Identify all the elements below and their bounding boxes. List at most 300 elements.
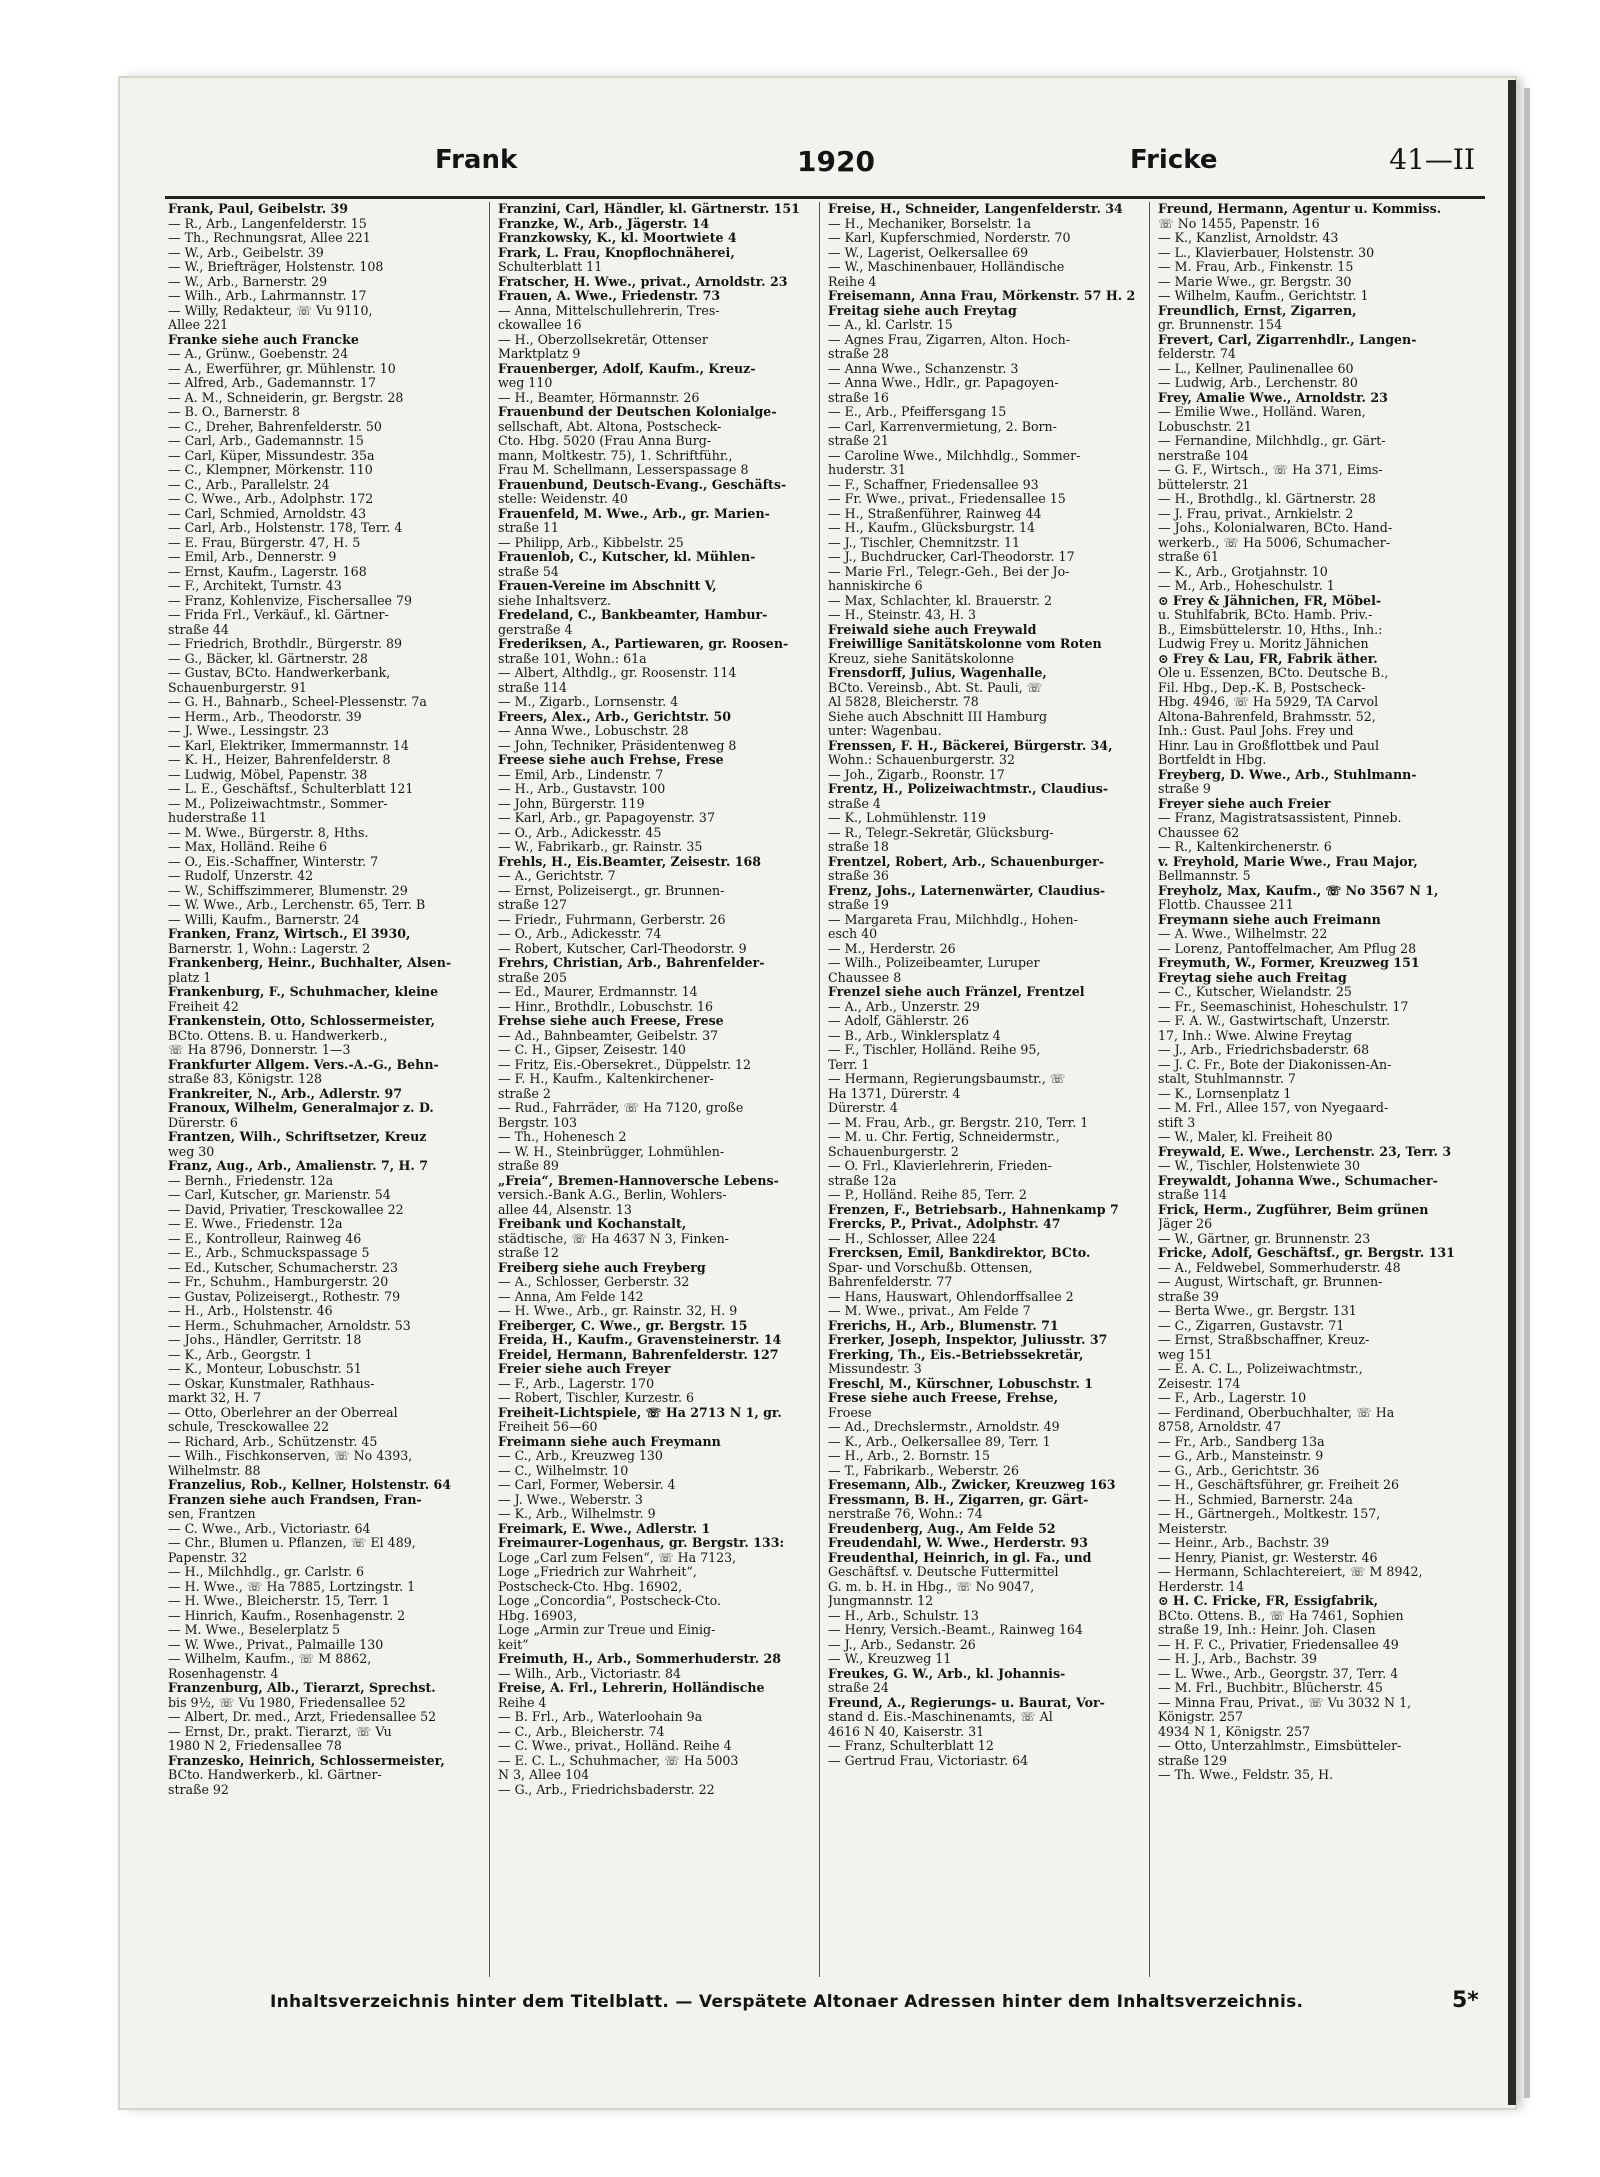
directory-entry-line: — Henry, Versich.-Beamt., Rainweg 164 bbox=[828, 1623, 1083, 1637]
directory-entry-line: schule, Tresckowallee 22 bbox=[168, 1420, 330, 1434]
directory-entry-line: Schulterblatt 11 bbox=[498, 260, 603, 274]
directory-entry-line: — K., Arb., Georgstr. 1 bbox=[168, 1347, 313, 1362]
directory-entry-line: Freschl, M., Kürschner, Lobuschstr. 1 bbox=[828, 1376, 1094, 1391]
directory-entry-line: — F., Tischler, Holländ. Reihe 95, bbox=[828, 1043, 1041, 1057]
directory-entry-line: Öle u. Essenzen, BCto. Deutsche B., bbox=[1158, 666, 1389, 680]
directory-entry-line: straße 2 bbox=[498, 1086, 551, 1101]
directory-entry-line: — A., kl. Carlstr. 15 bbox=[828, 318, 953, 332]
directory-entry-line: — Philipp, Arb., Kibbelstr. 25 bbox=[498, 535, 684, 550]
header-right-keyword: Fricke bbox=[1130, 145, 1218, 175]
directory-entry-line: Frau M. Schellmann, Lesserspassage 8 bbox=[498, 463, 749, 477]
directory-entry-line: Schauenburgerstr. 91 bbox=[168, 680, 307, 695]
directory-entry-line: — K., Lohmühlenstr. 119 bbox=[828, 811, 987, 825]
directory-entry-line: Freund, A., Regierungs- u. Baurat, Vor- bbox=[828, 1695, 1105, 1710]
directory-entry-line: — A., Schlosser, Gerberstr. 32 bbox=[498, 1275, 690, 1289]
directory-entry-line: — M. Frl., Buchbitr., Blücherstr. 45 bbox=[1158, 1681, 1383, 1695]
directory-entry-line: — M., Herderstr. 26 bbox=[828, 941, 956, 956]
directory-entry-line: — W., Arb., Barnerstr. 29 bbox=[168, 274, 328, 289]
directory-entry-line: Freywaldt, Johanna Wwe., Schumacher- bbox=[1158, 1173, 1438, 1188]
directory-entry-line: Freidel, Hermann, Bahrenfelderstr. 127 bbox=[498, 1347, 779, 1362]
directory-entry-line: — Wilh., Arb., Victoriastr. 84 bbox=[498, 1666, 682, 1681]
directory-entry-line: Freiberg siehe auch Freyberg bbox=[498, 1260, 706, 1275]
directory-entry-line: — Agnes Frau, Zigarren, Alton. Hoch- bbox=[828, 332, 1070, 347]
directory-entry-line: — P., Holländ. Reihe 85, Terr. 2 bbox=[828, 1188, 1027, 1202]
directory-entry-line: — H., Arb., 2. Bornstr. 15 bbox=[828, 1449, 990, 1463]
directory-entry-line: — W. H., Steinbrügger, Lohmühlen- bbox=[498, 1144, 725, 1159]
directory-entry-line: 8758, Arnoldstr. 47 bbox=[1158, 1420, 1282, 1434]
directory-entry-line: Freiwald siehe auch Freywald bbox=[828, 622, 1037, 637]
directory-entry-line: — A., Grünw., Goebenstr. 24 bbox=[168, 347, 349, 361]
directory-entry-line: — Ad., Bahnbeamter, Geibelstr. 37 bbox=[498, 1028, 719, 1043]
directory-entry-line: Flottb. Chaussee 211 bbox=[1158, 898, 1294, 912]
directory-entry-line: — Hinr., Brothdlr., Lobuschstr. 16 bbox=[498, 999, 714, 1014]
directory-entry-line: — Robert, Tischler, Kurzestr. 6 bbox=[498, 1391, 694, 1405]
directory-entry-line: straße 101, Wohn.: 61a bbox=[498, 651, 647, 666]
directory-entry-line: Freimuth, H., Arb., Sommerhuderstr. 28 bbox=[498, 1652, 782, 1666]
directory-entry-line: Freida, H., Kaufm., Gravensteinerstr. 14 bbox=[498, 1333, 782, 1347]
directory-entry-line: ckowallee 16 bbox=[498, 318, 582, 332]
directory-entry-line: — Henry, Pianist, gr. Westerstr. 46 bbox=[1158, 1550, 1378, 1565]
directory-entry-line: — Carl, Arb., Gademannstr. 15 bbox=[168, 434, 364, 448]
directory-entry-line: — J., Buchdrucker, Carl-Theodorstr. 17 bbox=[828, 550, 1075, 564]
directory-entry-line: Frankenstein, Otto, Schlossermeister, bbox=[168, 1014, 436, 1028]
directory-entry-line: Freimark, E. Wwe., Adlerstr. 1 bbox=[498, 1521, 711, 1536]
footer-page-number: 5* bbox=[1452, 1988, 1479, 2013]
directory-entry-line: Jungmannstr. 12 bbox=[828, 1594, 934, 1608]
directory-entry-line: Freese siehe auch Frehse, Frese bbox=[498, 753, 724, 767]
directory-entry-line: — Berta Wwe., gr. Bergstr. 131 bbox=[1158, 1304, 1357, 1318]
directory-entry-line: — O. Frl., Klavierlehrerin, Frieden- bbox=[828, 1159, 1052, 1173]
directory-entry-line: — Ernst, Dr., prakt. Tierarzt, ☏ Vu bbox=[168, 1724, 392, 1739]
header-left-keyword: Frank bbox=[435, 145, 518, 175]
directory-entry-line: Siehe auch Abschnitt III Hamburg bbox=[828, 709, 1048, 724]
directory-entry-line: Al 5828, Bleicherstr. 78 bbox=[828, 695, 979, 709]
directory-entry-line: — E., Kontrolleur, Rainweg 46 bbox=[168, 1231, 362, 1246]
directory-entry-line: — R., Arb., Langenfelderstr. 15 bbox=[168, 216, 367, 231]
directory-entry-line: Franzelius, Rob., Kellner, Holstenstr. 64 bbox=[168, 1478, 451, 1492]
directory-entry-line: — Lorenz, Pantoffelmacher, Am Pflug 28 bbox=[1158, 941, 1417, 956]
directory-entry-line: hanniskirche 6 bbox=[828, 579, 923, 593]
directory-entry-line: — Frida Frl., Verkäuf., kl. Gärtner- bbox=[168, 608, 389, 622]
directory-entry-line: — G. F., Wirtsch., ☏ Ha 371, Eims- bbox=[1158, 463, 1383, 477]
directory-entry-line: Ludwig Frey u. Moritz Jähnichen bbox=[1158, 637, 1369, 651]
directory-entry-line: BCto. Ottens. B. u. Handwerkerb., bbox=[168, 1028, 388, 1043]
directory-entry-line: — W., Kreuzweg 11 bbox=[828, 1652, 952, 1666]
directory-entry-line: — K., Kanzlist, Arnoldstr. 43 bbox=[1158, 231, 1339, 245]
directory-entry-line: Frauenlob, C., Kutscher, kl. Mühlen- bbox=[498, 550, 756, 564]
directory-entry-line: städtische, ☏ Ha 4637 N 3, Finken- bbox=[498, 1231, 729, 1246]
directory-entry-line: — Willi, Kaufm., Barnerstr. 24 bbox=[168, 912, 360, 927]
directory-entry-line: straße 114 bbox=[1158, 1188, 1227, 1202]
directory-entry-line: Frauen-Vereine im Abschnitt V, bbox=[498, 579, 717, 593]
directory-entry-line: — A., Feldwebel, Sommerhuderstr. 48 bbox=[1158, 1260, 1401, 1275]
directory-entry-line: Hbg. 4946, ☏ Ha 5929, TA Carvol bbox=[1158, 695, 1379, 709]
directory-entry-line: Bergstr. 103 bbox=[498, 1115, 577, 1130]
directory-entry-line: — W., Briefträger, Holstenstr. 108 bbox=[168, 260, 384, 274]
directory-entry-line: — Gustav, BCto. Handwerkerbank, bbox=[168, 666, 391, 680]
directory-entry-line: Freiheit 56—60 bbox=[498, 1420, 598, 1434]
directory-entry-line: — A. Wwe., Wilhelmstr. 22 bbox=[1158, 927, 1328, 941]
directory-entry-line: — M. Wwe., privat., Am Felde 7 bbox=[828, 1304, 1031, 1318]
directory-columns bbox=[168, 202, 1486, 2082]
directory-entry-line: — David, Privatier, Tresckowallee 22 bbox=[168, 1202, 404, 1217]
directory-entry-line: Frese siehe auch Freese, Frehse, bbox=[828, 1391, 1059, 1405]
directory-entry-line: — Friedr., Fuhrmann, Gerberstr. 26 bbox=[498, 912, 726, 927]
directory-entry-line: Wilhelmstr. 88 bbox=[168, 1463, 261, 1478]
directory-entry-line: — Rud., Fahrräder, ☏ Ha 7120, große bbox=[498, 1101, 744, 1115]
directory-entry-line: Freytag siehe auch Freitag bbox=[1158, 970, 1347, 985]
directory-entry-line: — Ludwig, Arb., Lerchenstr. 80 bbox=[1158, 376, 1358, 390]
directory-entry-line: — H., Oberzollsekretär, Ottenser bbox=[498, 332, 708, 347]
directory-entry-line: — W. Wwe., Arb., Lerchenstr. 65, Terr. B bbox=[168, 898, 426, 912]
directory-entry-line: Franzini, Carl, Händler, kl. Gärtnerstr. 151 bbox=[498, 202, 800, 216]
directory-entry-line: — C., Arb., Bleicherstr. 74 bbox=[498, 1724, 665, 1739]
directory-entry-line: — H., Brothdlg., kl. Gärtnerstr. 28 bbox=[1158, 492, 1376, 506]
directory-entry-line: — Johs., Kolonialwaren, BCto. Hand- bbox=[1158, 521, 1393, 535]
directory-entry-line: straße 61 bbox=[1158, 550, 1219, 564]
directory-entry-line: Franz, Aug., Arb., Amalienstr. 7, H. 7 bbox=[168, 1159, 428, 1173]
directory-entry-line: — Carl, Kutscher, gr. Marienstr. 54 bbox=[168, 1188, 391, 1202]
directory-entry-line: — Emil, Arb., Dennerstr. 9 bbox=[168, 550, 337, 564]
directory-entry-line: — Carl, Schmied, Arnoldstr. 43 bbox=[168, 506, 367, 521]
directory-entry-line: — Otto, Unterzahlmstr., Eimsbütteler- bbox=[1158, 1739, 1402, 1753]
directory-entry-line: Kreuz, siehe Sanitätskolonne bbox=[828, 651, 1015, 666]
directory-entry-line: Meisterstr. bbox=[1158, 1521, 1228, 1536]
directory-entry-line: — Wilh., Fischkonserven, ☏ No 4393, bbox=[168, 1449, 413, 1463]
directory-entry-line: Frederiksen, A., Partiewaren, gr. Roosen- bbox=[498, 637, 789, 651]
directory-entry-line: — Fritz, Eis.-Obersekret., Düppelstr. 12 bbox=[498, 1057, 751, 1072]
directory-entry-line: Freise, A. Frl., Lehrerin, Holländische bbox=[498, 1681, 765, 1695]
directory-entry-line: Freudendahl, W. Wwe., Herderstr. 93 bbox=[828, 1536, 1088, 1550]
directory-entry-line: Fredeland, C., Bankbeamter, Hambur- bbox=[498, 608, 768, 622]
directory-entry-line: — C., Dreher, Bahrenfelderstr. 50 bbox=[168, 419, 382, 434]
directory-entry-line: — Ed., Kutscher, Schumacherstr. 23 bbox=[168, 1260, 399, 1275]
directory-entry-line: — H., Arb., Holstenstr. 46 bbox=[168, 1304, 333, 1318]
directory-entry-line: Franzke, W., Arb., Jägerstr. 14 bbox=[498, 216, 710, 231]
page-edge-shadow bbox=[1508, 80, 1516, 2105]
directory-entry-line: esch 40 bbox=[828, 927, 878, 941]
directory-entry-line: mann, Moltkestr. 75), 1. Schriftführ., bbox=[498, 448, 733, 463]
directory-entry-line: Schauenburgerstr. 2 bbox=[828, 1144, 959, 1159]
directory-entry-line: Frark, L. Frau, Knopflochnäherei, bbox=[498, 245, 735, 260]
directory-entry-line: stift 3 bbox=[1158, 1115, 1196, 1130]
directory-entry-line: — E., Arb., Schmuckspassage 5 bbox=[168, 1246, 370, 1260]
directory-entry-line: stalt, Stuhlmannstr. 7 bbox=[1158, 1072, 1296, 1086]
directory-entry-line: — H., Kaufm., Glücksburgstr. 14 bbox=[828, 521, 1036, 535]
directory-entry-line: — Gustav, Polizeisergt., Rothestr. 79 bbox=[168, 1289, 401, 1304]
directory-entry-line: — John, Bürgerstr. 119 bbox=[498, 796, 645, 811]
directory-entry-line: Frank, Paul, Geibelstr. 39 bbox=[168, 202, 349, 216]
directory-entry-line: stand d. Eis.-Maschinenamts, ☏ Al bbox=[828, 1710, 1053, 1724]
directory-entry-line: — H., Schmied, Barnerstr. 24a bbox=[1158, 1492, 1353, 1507]
directory-entry-line: — Marie Wwe., gr. Bergstr. 30 bbox=[1158, 274, 1352, 289]
directory-entry-line: Freyholz, Max, Kaufm., ☏ No 3567 N 1, bbox=[1158, 883, 1439, 898]
header-page-number: 41—II bbox=[1389, 143, 1475, 176]
directory-entry-line: ⊙ Frey & Jähnichen, FR, Möbel- bbox=[1158, 593, 1382, 608]
directory-entry-line: Frauenberger, Adolf, Kaufm., Kreuz- bbox=[498, 361, 756, 376]
directory-entry-line: Frentz, H., Polizeiwachtmstr., Claudius- bbox=[828, 782, 1109, 796]
directory-entry-line: 4934 N 1, Königstr. 257 bbox=[1158, 1724, 1311, 1739]
directory-entry-line: Freudenberg, Aug., Am Felde 52 bbox=[828, 1521, 1056, 1536]
directory-entry-line: straße 21 bbox=[828, 434, 889, 448]
directory-entry-line: Frankenberg, Heinr., Buchhalter, Alsen- bbox=[168, 956, 452, 970]
directory-entry-line: — Anna, Mittelschullehrerin, Tres- bbox=[498, 303, 720, 318]
directory-entry-line: straße 89 bbox=[498, 1159, 559, 1173]
directory-entry-line: — Wilhelm, Kaufm., Gerichtstr. 1 bbox=[1158, 289, 1369, 303]
directory-entry-line: — K., Arb., Oelkersallee 89, Terr. 1 bbox=[828, 1434, 1051, 1449]
directory-entry-line: — M. Frl., Allee 157, von Nyegaard- bbox=[1158, 1101, 1389, 1115]
directory-entry-line: — Robert, Kutscher, Carl-Theodorstr. 9 bbox=[498, 941, 747, 956]
directory-entry-line: — C. H., Gipser, Zeisestr. 140 bbox=[498, 1043, 686, 1057]
directory-entry-line: straße 19, Inh.: Heinr. Joh. Clasen bbox=[1158, 1623, 1376, 1637]
directory-entry-line: — Ernst, Polizeisergt., gr. Brunnen- bbox=[498, 883, 725, 898]
directory-entry-line: — A., Arb., Unzerstr. 29 bbox=[828, 999, 980, 1014]
directory-entry-line: — Wilh., Polizeibeamter, Luruper bbox=[828, 956, 1040, 970]
directory-entry-line: — Rudolf, Unzerstr. 42 bbox=[168, 869, 314, 883]
directory-entry-line: Spar- und Vorschußb. Ottensen, bbox=[828, 1260, 1033, 1275]
footer-note: Inhaltsverzeichnis hinter dem Titelblatt. — Verspätete Altonaer Adressen hinter dem Inhaltsverzeichnis. bbox=[270, 1992, 1304, 2012]
directory-entry-line: — G., Arb., Mansteinstr. 9 bbox=[1158, 1449, 1324, 1463]
directory-entry-line: Frensdorff, Julius, Wagenhalle, bbox=[828, 666, 1047, 680]
directory-entry-line: — F. A. W., Gastwirtschaft, Unzerstr. bbox=[1158, 1014, 1391, 1028]
directory-entry-line: markt 32, H. 7 bbox=[168, 1391, 262, 1405]
directory-entry-line: — H. Wwe., ☏ Ha 7885, Lortzingstr. 1 bbox=[168, 1579, 416, 1594]
directory-entry-line: — J. Wwe., Weberstr. 3 bbox=[498, 1492, 643, 1507]
directory-entry-line: ☏ Ha 8796, Donnerstr. 1—3 bbox=[168, 1043, 351, 1057]
directory-entry-line: Franzen siehe auch Frandsen, Fran- bbox=[168, 1492, 422, 1507]
directory-entry-line: — W., Tischler, Holstenwiete 30 bbox=[1158, 1159, 1361, 1173]
directory-entry-line: — Herm., Arb., Theodorstr. 39 bbox=[168, 709, 362, 724]
directory-entry-line: — W., Schiffszimmerer, Blumenstr. 29 bbox=[168, 883, 408, 898]
directory-entry-line: — Franz, Kohlenvize, Fischersallee 79 bbox=[168, 593, 413, 608]
directory-entry-line: Freund, Hermann, Agentur u. Kommiss. bbox=[1158, 202, 1442, 216]
directory-entry-line: — Caroline Wwe., Milchhdlg., Sommer- bbox=[828, 448, 1081, 463]
directory-entry-line: Freisemann, Anna Frau, Mörkenstr. 57 H. 2 bbox=[828, 289, 1136, 303]
directory-entry-line: Cto. Hbg. 5020 (Frau Anna Burg- bbox=[498, 434, 712, 448]
directory-entry-line: Freiwillige Sanitätskolonne vom Roten bbox=[828, 637, 1102, 651]
directory-entry-line: Frerker, Joseph, Inspektor, Juliusstr. 37 bbox=[828, 1333, 1108, 1347]
directory-entry-line: — Albert, Dr. med., Arzt, Friedensallee 52 bbox=[168, 1710, 437, 1724]
directory-entry-line: — C., Kutscher, Wielandstr. 25 bbox=[1158, 985, 1352, 999]
directory-entry-line: Zeisestr. 174 bbox=[1158, 1376, 1241, 1391]
directory-entry-line: — C., Zigarren, Gustavstr. 71 bbox=[1158, 1318, 1345, 1333]
directory-entry-line: Barnerstr. 1, Wohn.: Lagerstr. 2 bbox=[168, 941, 371, 956]
directory-entry-line: stelle: Weidenstr. 40 bbox=[498, 492, 628, 506]
directory-entry-line: Freukes, G. W., Arb., kl. Johannis- bbox=[828, 1666, 1066, 1681]
directory-entry-line: — E. Frau, Bürgerstr. 47, H. 5 bbox=[168, 535, 361, 550]
directory-entry-line: Missundestr. 3 bbox=[828, 1362, 922, 1376]
directory-entry-line: Hinr. Lau in Großflottbek und Paul bbox=[1158, 738, 1380, 753]
directory-entry-line: Königstr. 257 bbox=[1158, 1710, 1244, 1724]
directory-entry-line: weg 110 bbox=[498, 376, 553, 390]
directory-entry-line: straße 127 bbox=[498, 898, 567, 912]
directory-entry-line: — F., Architekt, Turnstr. 43 bbox=[168, 579, 342, 593]
column-divider bbox=[819, 202, 820, 1977]
directory-entry-line: — B. Frl., Arb., Waterloohain 9a bbox=[498, 1710, 703, 1724]
directory-entry-line: G. m. b. H. in Hbg., ☏ No 9047, bbox=[828, 1579, 1035, 1594]
directory-entry-line: — Ad., Drechslermstr., Arnoldstr. 49 bbox=[828, 1420, 1060, 1434]
directory-entry-line: platz 1 bbox=[168, 970, 212, 985]
page-edge-strip bbox=[1524, 88, 1530, 2098]
directory-entry-line: — Adolf, Gählerstr. 26 bbox=[828, 1014, 969, 1028]
directory-entry-line: — L., Kellner, Paulinenallee 60 bbox=[1158, 361, 1354, 376]
directory-entry-line: — Th. Wwe., Feldstr. 35, H. bbox=[1158, 1768, 1334, 1782]
directory-entry-line: straße 28 bbox=[828, 347, 889, 361]
directory-entry-line: Freiheit-Lichtspiele, ☏ Ha 2713 N 1, gr. bbox=[498, 1405, 782, 1420]
directory-entry-line: Fricke, Adolf, Geschäftsf., gr. Bergstr. 131 bbox=[1158, 1246, 1455, 1260]
directory-entry-line: Franzkowsky, K., kl. Moortwiete 4 bbox=[498, 231, 737, 245]
directory-entry-line: — C. Wwe., privat., Holländ. Reihe 4 bbox=[498, 1739, 732, 1753]
directory-entry-line: Frercksen, Emil, Bankdirektor, BCto. bbox=[828, 1246, 1091, 1260]
directory-entry-line: — Karl, Kupferschmied, Norderstr. 70 bbox=[828, 231, 1071, 245]
directory-entry-line: — K., Arb., Wilhelmstr. 9 bbox=[498, 1507, 656, 1521]
directory-entry-line: straße 83, Königstr. 128 bbox=[168, 1072, 323, 1086]
directory-entry-line: — Wilhelm, Kaufm., ☏ M 8862, bbox=[168, 1652, 372, 1666]
directory-entry-line: — C., Wilhelmstr. 10 bbox=[498, 1463, 629, 1478]
directory-entry-line: — Anna Wwe., Lobuschstr. 28 bbox=[498, 724, 689, 738]
directory-entry-line: Frercks, P., Privat., Adolphstr. 47 bbox=[828, 1217, 1061, 1231]
directory-entry-line: Frey, Amalie Wwe., Arnoldstr. 23 bbox=[1158, 390, 1388, 405]
directory-entry-line: Frankreiter, N., Arb., Adlerstr. 97 bbox=[168, 1086, 403, 1101]
directory-entry-line: Papenstr. 32 bbox=[168, 1550, 248, 1565]
directory-entry-line: sellschaft, Abt. Altona, Postscheck- bbox=[498, 419, 722, 434]
directory-entry-line: — K., Monteur, Lobuschstr. 51 bbox=[168, 1362, 362, 1376]
directory-entry-line: — Anna, Am Felde 142 bbox=[498, 1289, 644, 1304]
directory-entry-line: — Chr., Blumen u. Pflanzen, ☏ El 489, bbox=[168, 1536, 416, 1550]
directory-entry-line: Fil. Hbg., Dep.-K. B, Postscheck- bbox=[1158, 680, 1366, 695]
header-rule bbox=[165, 196, 1485, 199]
directory-entry-line: Frauen, A. Wwe., Friedenstr. 73 bbox=[498, 289, 721, 303]
directory-entry-line: — H., Beamter, Hörmannstr. 26 bbox=[498, 390, 700, 405]
directory-entry-line: — Marie Frl., Telegr.-Geh., Bei der Jo- bbox=[828, 564, 1070, 579]
directory-entry-line: Frenzel siehe auch Fränzel, Frentzel bbox=[828, 985, 1085, 999]
directory-entry-line: — Emil, Arb., Lindenstr. 7 bbox=[498, 767, 664, 782]
directory-entry-line: Frenzen, F., Betriebsarb., Hahnenkamp 7 bbox=[828, 1202, 1119, 1217]
directory-entry-line: Loge „Friedrich zur Wahrheit“, bbox=[498, 1565, 697, 1579]
directory-entry-line: straße 12a bbox=[828, 1173, 897, 1188]
directory-entry-line: Freyer siehe auch Freier bbox=[1158, 796, 1331, 811]
directory-entry-line: — H., Geschäftsführer, gr. Freiheit 26 bbox=[1158, 1478, 1400, 1492]
directory-entry-line: nerstraße 76, Wohn.: 74 bbox=[828, 1507, 983, 1521]
directory-entry-line: keit“ bbox=[498, 1637, 529, 1652]
directory-entry-line: — H. F. C., Privatier, Friedensallee 49 bbox=[1158, 1637, 1399, 1652]
directory-entry-line: — F. H., Kaufm., Kaltenkirchener- bbox=[498, 1072, 714, 1086]
directory-entry-line: — W., Arb., Geibelstr. 39 bbox=[168, 245, 324, 260]
directory-entry-line: — Alfred, Arb., Gademannstr. 17 bbox=[168, 376, 377, 390]
directory-entry-line: — C. Wwe., Arb., Adolphstr. 172 bbox=[168, 492, 374, 506]
directory-entry-line: — J. C. Fr., Bote der Diakonissen-An- bbox=[1158, 1057, 1392, 1072]
directory-entry-line: — Hermann, Schlachtereiert, ☏ M 8942, bbox=[1158, 1565, 1423, 1579]
directory-entry-line: — L. Wwe., Arb., Georgstr. 37, Terr. 4 bbox=[1158, 1666, 1399, 1681]
directory-entry-line: — F., Schaffner, Friedensallee 93 bbox=[828, 477, 1039, 492]
directory-entry-line: — W., Gärtner, gr. Brunnenstr. 23 bbox=[1158, 1231, 1371, 1246]
directory-entry-line: — E., Arb., Pfeiffersgang 15 bbox=[828, 405, 1007, 419]
directory-entry-line: — W. Wwe., Privat., Palmaille 130 bbox=[168, 1637, 384, 1652]
directory-entry-line: Freimaurer-Logenhaus, gr. Bergstr. 133: bbox=[498, 1536, 785, 1550]
directory-entry-line: — Ernst, Straßbschaffner, Kreuz- bbox=[1158, 1333, 1370, 1347]
directory-entry-line: Frehls, H., Eis.Beamter, Zeisestr. 168 bbox=[498, 854, 762, 869]
directory-entry-line: — M. u. Chr. Fertig, Schneidermstr., bbox=[828, 1130, 1060, 1144]
directory-entry-line: straße 129 bbox=[1158, 1753, 1227, 1768]
directory-entry-line: gerstraße 4 bbox=[498, 622, 573, 637]
directory-entry-line: — W., Lagerist, Oelkersallee 69 bbox=[828, 245, 1029, 260]
directory-entry-line: — Franz, Magistratsassistent, Pinneb. bbox=[1158, 811, 1402, 825]
directory-entry-line: — Th., Hohenesch 2 bbox=[498, 1130, 627, 1144]
directory-entry-line: Chaussee 62 bbox=[1158, 825, 1240, 840]
directory-entry-line: Chaussee 8 bbox=[828, 970, 902, 985]
directory-entry-line: — H., Steinstr. 43, H. 3 bbox=[828, 608, 977, 622]
directory-entry-line: — G., Arb., Friedrichsbaderstr. 22 bbox=[498, 1782, 715, 1797]
directory-entry-line: Frick, Herm., Zugführer, Beim grünen bbox=[1158, 1202, 1429, 1217]
directory-entry-line: bis 9½, ☏ Vu 1980, Friedensallee 52 bbox=[168, 1695, 406, 1710]
directory-entry-line: — M. Frau, Arb., gr. Bergstr. 210, Terr. 1 bbox=[828, 1115, 1089, 1130]
directory-entry-line: Hbg. 16903, bbox=[498, 1608, 578, 1623]
directory-entry-line: — Friedrich, Brothdlr., Bürgerstr. 89 bbox=[168, 637, 402, 651]
directory-entry-line: — W., Fabrikarb., gr. Rainstr. 35 bbox=[498, 840, 703, 854]
directory-entry-line: — A., Ewerführer, gr. Mühlenstr. 10 bbox=[168, 361, 396, 376]
directory-entry-line: „Freia“, Bremen-Hannoversche Lebens- bbox=[498, 1173, 779, 1188]
column-divider bbox=[489, 202, 490, 1977]
directory-entry-line: — H., Gärtnergeh., Moltkestr. 157, bbox=[1158, 1507, 1381, 1521]
directory-entry-line: Frauenbund der Deutschen Kolonialge- bbox=[498, 405, 777, 419]
directory-entry-line: — Oskar, Kunstmaler, Rathhaus- bbox=[168, 1376, 375, 1391]
directory-entry-line: Freudenthal, Heinrich, in gl. Fa., und bbox=[828, 1550, 1092, 1565]
directory-entry-line: Freundlich, Ernst, Zigarren, bbox=[1158, 303, 1357, 318]
directory-entry-line: — Otto, Oberlehrer an der Oberreal bbox=[168, 1405, 398, 1420]
directory-entry-line: — W., Maler, kl. Freiheit 80 bbox=[1158, 1130, 1333, 1144]
directory-entry-line: Inh.: Gust. Paul Johs. Frey und bbox=[1158, 724, 1354, 738]
directory-entry-line: Geschäftsf. v. Deutsche Futtermittel bbox=[828, 1565, 1059, 1579]
directory-entry-line: straße 36 bbox=[828, 869, 889, 883]
directory-entry-line: — Heinr., Arb., Bachstr. 39 bbox=[1158, 1536, 1330, 1550]
directory-entry-line: — F., Arb., Lagerstr. 170 bbox=[498, 1376, 655, 1391]
directory-entry-line: straße 92 bbox=[168, 1782, 229, 1797]
directory-entry-line: — Ludwig, Möbel, Papenstr. 38 bbox=[168, 767, 368, 782]
directory-entry-line: — Ed., Maurer, Erdmannstr. 14 bbox=[498, 985, 698, 999]
directory-entry-line: Freier siehe auch Freyer bbox=[498, 1362, 671, 1376]
directory-entry-line: felderstr. 74 bbox=[1158, 347, 1236, 361]
directory-entry-line: weg 30 bbox=[168, 1144, 215, 1159]
directory-entry-line: Freiheit 42 bbox=[168, 999, 239, 1014]
directory-entry-line: Loge „Concordia“, Postscheck-Cto. bbox=[498, 1594, 721, 1608]
directory-entry-line: — Richard, Arb., Schützenstr. 45 bbox=[168, 1434, 378, 1449]
directory-entry-line: — E. C. L., Schuhmacher, ☏ Ha 5003 bbox=[498, 1753, 739, 1768]
directory-entry-line: — Hinrich, Kaufm., Rosenhagenstr. 2 bbox=[168, 1608, 406, 1623]
directory-entry-line: — C., Klempner, Mörkenstr. 110 bbox=[168, 463, 373, 477]
directory-entry-line: 1980 N 2, Friedensallee 78 bbox=[168, 1739, 342, 1753]
directory-entry-line: — Fr., Seemaschinist, Hoheschulstr. 17 bbox=[1158, 999, 1409, 1014]
directory-entry-line: sen, Frantzen bbox=[168, 1507, 256, 1521]
directory-entry-line: Dürerstr. 4 bbox=[828, 1101, 898, 1115]
directory-entry-line: — R., Kaltenkirchenerstr. 6 bbox=[1158, 840, 1332, 854]
directory-entry-line: — Fr. Wwe., privat., Friedensallee 15 bbox=[828, 492, 1066, 506]
column-2 bbox=[498, 202, 810, 1982]
directory-entry-line: N 3, Allee 104 bbox=[498, 1768, 590, 1782]
directory-entry-line: 17, Inh.: Wwe. Alwine Freytag bbox=[1158, 1028, 1353, 1043]
directory-entry-line: weg 151 bbox=[1158, 1347, 1213, 1362]
column-4 bbox=[1158, 202, 1470, 1982]
directory-entry-line: Franoux, Wilhelm, Generalmajor z. D. bbox=[168, 1101, 434, 1115]
directory-entry-line: — W., Maschinenbauer, Holländische bbox=[828, 260, 1065, 274]
directory-entry-line: straße 4 bbox=[828, 796, 881, 811]
directory-entry-line: — H. J., Arb., Bachstr. 39 bbox=[1158, 1652, 1317, 1666]
directory-entry-line: Freers, Alex., Arb., Gerichtstr. 50 bbox=[498, 709, 731, 724]
directory-entry-line: — O., Eis.-Schaffner, Winterstr. 7 bbox=[168, 854, 379, 869]
directory-entry-line: — K. H., Heizer, Bahrenfelderstr. 8 bbox=[168, 753, 391, 767]
directory-entry-line: — Joh., Zigarb., Roonstr. 17 bbox=[828, 767, 1005, 782]
directory-entry-line: — J., Arb., Sedanstr. 26 bbox=[828, 1637, 976, 1652]
directory-entry-line: Frerichs, H., Arb., Blumenstr. 71 bbox=[828, 1318, 1059, 1333]
